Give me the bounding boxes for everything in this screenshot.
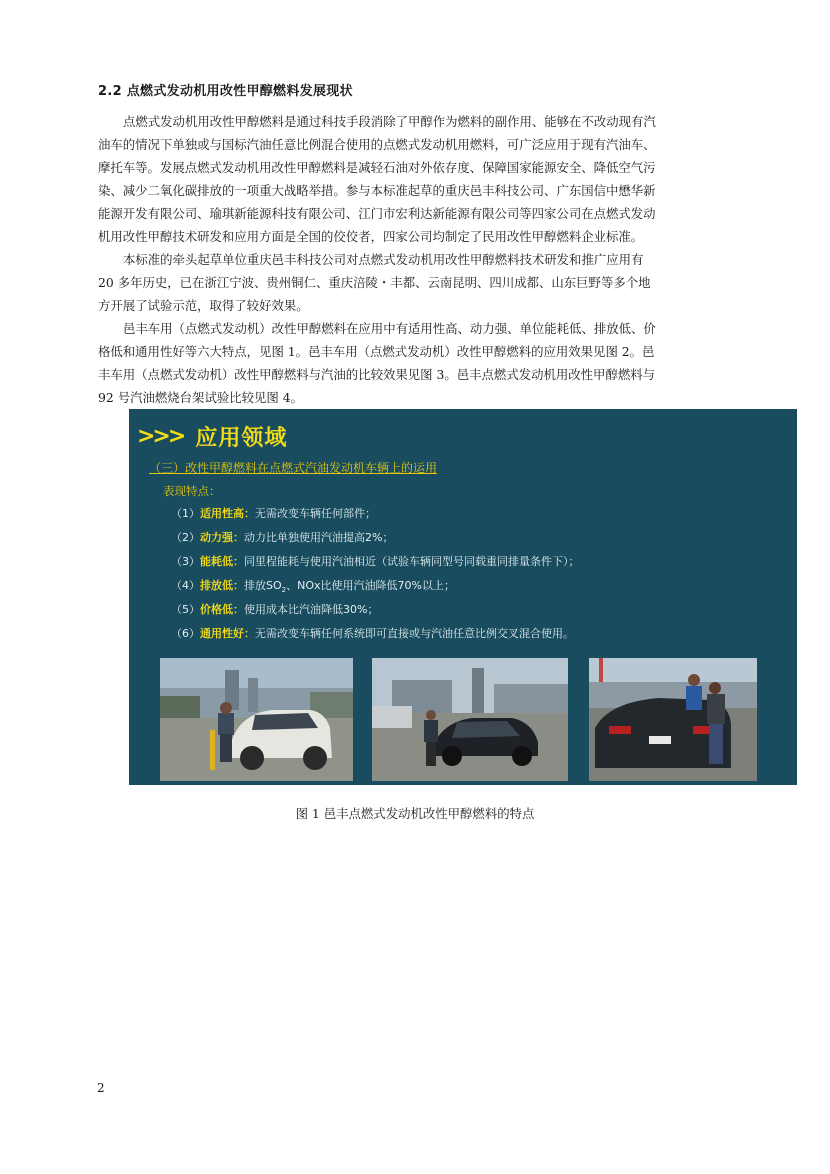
feature-desc: 动力比单独使用汽油提高2%； <box>244 531 394 544</box>
text-line: 20 多年历史，已在浙江宁波、贵州铜仁、重庆涪陵・丰都、云南昆明、四川成都、山东巨野等多个地 <box>98 275 651 290</box>
feature-number: （2） <box>171 531 200 544</box>
paragraph-2 <box>98 248 753 317</box>
text-line: 摩托车等。发展点燃式发动机用改性甲醇燃料是减轻石油对外依存度、保障国家能源安全、降低空气污 <box>98 160 656 175</box>
photo-sedan-trunk-check <box>589 658 757 781</box>
feature-item <box>171 529 580 553</box>
text-line: 邑丰车用（点燃式发动机）改性甲醇燃料在应用中有适用性高、动力强、单位能耗低、排放低、价 <box>123 321 656 336</box>
figure-subheading: （三）改性甲醇燃料在点燃式汽油发动机车辆上的运用 <box>149 461 438 475</box>
features-list <box>171 505 580 649</box>
feature-number: （1） <box>171 507 200 520</box>
text-line: 点燃式发动机用改性甲醇燃料是通过科技手段消除了甲醇作为燃料的副作用、能够在不改动现有汽 <box>123 114 656 129</box>
section-heading: 2.2 点燃式发动机用改性甲醇燃料发展现状 <box>98 84 353 99</box>
feature-name: 价格低： <box>200 603 244 616</box>
feature-desc-subscript: 2 <box>281 586 287 595</box>
features-label: 表现特点： <box>163 484 221 498</box>
page-number: 2 <box>97 1081 105 1095</box>
feature-name: 动力强： <box>200 531 244 544</box>
feature-item <box>171 505 580 529</box>
feature-number: （5） <box>171 603 200 616</box>
feature-desc: 无需改变车辆任何部件； <box>255 507 376 520</box>
feature-item <box>171 553 580 577</box>
feature-desc: 、NOx比使用汽油降低70%以上； <box>286 579 455 592</box>
feature-name: 能耗低： <box>200 555 244 568</box>
text-line: 方开展了试验示范，取得了较好效果。 <box>98 298 309 313</box>
feature-item <box>171 625 580 649</box>
feature-number: （3） <box>171 555 200 568</box>
feature-name: 通用性好： <box>200 627 255 640</box>
feature-desc: 同里程能耗与使用汽油相近（试验车辆同型号同载重同排量条件下）； <box>244 555 580 568</box>
text-line: 92 号汽油燃烧台架试验比较见图 4。 <box>98 390 303 405</box>
text-line: 丰车用（点燃式发动机）改性甲醇燃料与汽油的比较效果见图 3。邑丰点燃式发动机用改性甲醇燃料与 <box>98 367 656 382</box>
feature-name: 适用性高： <box>200 507 255 520</box>
text-line: 机用改性甲醇技术研发和应用方面是全国的佼佼者，四家公司均制定了民用改性甲醇燃料企业标准。 <box>98 229 644 244</box>
figure-panel <box>129 409 797 785</box>
figure-title-text: 应用领域 <box>195 425 288 451</box>
feature-desc: 使用成本比汽油降低30%； <box>244 603 379 616</box>
paragraph-1 <box>98 110 753 248</box>
feature-item <box>171 601 580 625</box>
feature-number: （6） <box>171 627 200 640</box>
figure-title <box>137 419 287 453</box>
text-line: 染、减少二氧化碳排放的一项重大战略举措。参与本标准起草的重庆邑丰科技公司、广东国信中懋华新 <box>98 183 656 198</box>
figure-caption: 图 1 邑丰点燃式发动机改性甲醇燃料的特点 <box>295 806 535 821</box>
feature-desc: 排放SO <box>244 579 282 592</box>
text-line: 油车的情况下单独或与国标汽油任意比例混合使用的点燃式发动机用燃料，可广泛应用于现有汽油车、 <box>98 137 656 152</box>
text-line: 格低和通用性好等六大特点，见图 1。邑丰车用（点燃式发动机）改性甲醇燃料的应用效果见图 2。邑 <box>98 344 655 359</box>
text-line: 本标准的牵头起草单位重庆邑丰科技公司对点燃式发动机用改性甲醇燃料技术研发和推广应用有 <box>123 252 644 267</box>
feature-name: 排放低： <box>200 579 244 592</box>
feature-number: （4） <box>171 579 200 592</box>
photo-white-car-refueling <box>160 658 353 781</box>
text-line: 能源开发有限公司、瑜琪新能源科技有限公司、江门市宏利达新能源有限公司等四家公司在点燃式发动 <box>98 206 656 221</box>
feature-item <box>171 577 580 601</box>
photo-black-sedan-refueling <box>372 658 568 781</box>
triple-chevron-icon: >>> <box>137 423 184 449</box>
feature-desc: 无需改变车辆任何系统即可直接或与汽油任意比例交叉混合使用。 <box>255 627 574 640</box>
paragraph-3 <box>98 317 753 409</box>
